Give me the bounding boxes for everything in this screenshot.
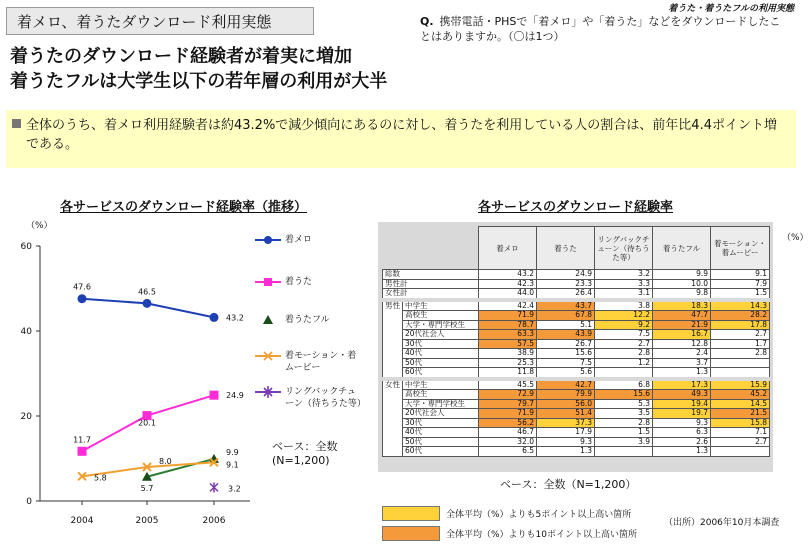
table-row [383,349,770,359]
legend-label: リングバックチューン（待ちうた等） [285,387,366,409]
table-row [383,289,770,300]
table-row [383,279,770,289]
legend-swatch [255,276,281,288]
table-cell: 6.8 [595,379,653,390]
data-label: 20.1 [138,418,156,428]
table-cell: 16.7 [653,330,711,340]
table-cell: 3.5 [595,409,653,419]
data-point [210,313,219,322]
table-column-header: リングバックチューン（待ちうた等） [595,227,653,270]
table-cell: 45.2 [711,390,770,400]
summary-box [6,110,796,168]
table-cell: 2.8 [595,418,653,428]
table-cell: 7.5 [595,330,653,340]
table-cell: 79.9 [537,390,595,400]
table-group-label: 女性 [383,379,403,457]
table-cell: 3.8 [595,300,653,311]
table-cell: 15.6 [537,349,595,359]
table-cell: 32.0 [479,437,537,447]
data-label: 47.6 [73,282,91,292]
table-cell [711,447,770,457]
legend-swatch [255,386,281,398]
table-cell: 1.3 [653,447,711,457]
data-label: 3.2 [228,484,241,494]
data-point [143,299,152,308]
table-cell: 23.3 [537,279,595,289]
section-corner-label: 着うた・着うたフルの利用実態 [668,4,794,14]
table-cell: 51.4 [537,409,595,419]
data-label: 11.7 [73,435,91,445]
data-point [78,447,87,456]
legend-10pt-label: 全体平均（%）よりも10ポイント以上高い箇所 [446,530,638,540]
table-row-label: 男性計 [383,279,479,289]
table-cell: 67.8 [537,311,595,321]
line-chart-legend [255,234,385,424]
table-cell: 12.8 [653,339,711,349]
table-cell: 42.3 [479,279,537,289]
table-row-label: 50代 [403,358,479,368]
table-column-header: 着モーション・着ムービー [711,227,770,270]
table-cell: 15.6 [595,390,653,400]
table-cell: 3.2 [595,270,653,280]
survey-question [420,14,790,44]
legend-label: 着うた [285,277,313,287]
table-cell: 44.0 [479,289,537,300]
table-cell: 1.5 [711,289,770,300]
line-chart-unit: （%） [26,221,53,231]
table-cell [595,368,653,379]
table-cell: 17.3 [653,379,711,390]
data-label: 5.7 [140,483,154,493]
table-row [383,379,770,390]
table-cell: 2.7 [711,437,770,447]
table-row-label: 60代 [403,368,479,379]
table-cell: 11.8 [479,368,537,379]
table-row-label: 40代 [403,428,479,438]
table-group-label: 男性 [383,300,403,379]
legend-5pt-swatch [382,506,440,521]
question-label: Q. [420,15,434,28]
summary-text: 全体のうち、着メロ利用経験者は約43.2%で減少傾向にあるのに対し、着うたを利用している人の割合は、前年比4.4ポイント増である。 [26,118,777,152]
table-cell: 2.7 [711,330,770,340]
table-cell: 17.9 [537,428,595,438]
table-cell: 28.2 [711,311,770,321]
table-cell: 24.9 [537,270,595,280]
table-cell: 15.8 [711,418,770,428]
table-cell: 43.7 [537,300,595,311]
table-row [383,311,770,321]
table-row [383,339,770,349]
data-label: 24.9 [226,391,244,401]
table-cell: 5.6 [537,368,595,379]
table-cell: 26.7 [537,339,595,349]
table-chart [382,226,770,457]
data-label: 46.5 [138,287,156,297]
table-row-label: 中学生 [403,300,479,311]
source-note: （出所）2006年10月本調査 [664,518,780,528]
legend-swatch [255,234,281,246]
legend-5pt-label: 全体平均（%）よりも5ポイント以上高い箇所 [446,510,632,520]
table-row [383,437,770,447]
table-cell: 9.9 [653,270,711,280]
data-table [382,226,770,457]
x-tick-label: 2004 [70,516,94,526]
legend-label: 着モーション・着ムービー [285,351,357,373]
table-cell: 3.7 [653,358,711,368]
table-cell: 1.5 [595,428,653,438]
table-cell: 5.3 [595,399,653,409]
page-title: 着メロ、着うたダウンロード利用実態 [6,7,314,35]
table-cell: 10.0 [653,279,711,289]
data-point [210,391,219,400]
table-cell: 19.4 [653,399,711,409]
y-tick-label: 40 [20,327,32,337]
table-row [383,390,770,400]
y-tick-label: 20 [20,412,32,422]
table-column-header: 着メロ [479,227,537,270]
table-row [383,418,770,428]
table-row-label: 女性計 [383,289,479,300]
table-cell: 45.5 [479,379,537,390]
table-cell [711,368,770,379]
table-cell: 9.2 [595,320,653,330]
table-cell: 42.7 [537,379,595,390]
table-cell: 47.7 [653,311,711,321]
data-label: 5.8 [94,473,107,483]
y-tick-label: 60 [20,242,32,252]
table-row-label: 30代 [403,418,479,428]
table-cell [595,447,653,457]
table-row-label: 20代社会人 [403,330,479,340]
table-corner [383,227,479,270]
data-label: 8.0 [159,457,172,466]
table-cell: 1.7 [711,339,770,349]
table-column-header: 着うたフル [653,227,711,270]
table-cell: 6.3 [653,428,711,438]
table-row [383,409,770,419]
table-cell: 37.3 [537,418,595,428]
table-cell: 2.6 [653,437,711,447]
table-cell: 19.7 [653,409,711,419]
table-cell: 5.1 [537,320,595,330]
table-cell: 38.9 [479,349,537,359]
table-row-label: 中学生 [403,379,479,390]
table-row [383,368,770,379]
table-row-label: 総数 [383,270,479,280]
table-cell: 72.9 [479,390,537,400]
table-cell: 12.2 [595,311,653,321]
table-chart-unit: （%） [782,233,809,243]
table-cell: 1.2 [595,358,653,368]
table-cell: 71.9 [479,409,537,419]
table-cell: 18.3 [653,300,711,311]
table-cell: 42.4 [479,300,537,311]
table-row-label: 大学・専門学校生 [403,320,479,330]
table-cell: 3.3 [595,279,653,289]
table-cell: 79.7 [479,399,537,409]
data-label: 9.9 [226,447,239,457]
table-column-header: 着うた [537,227,595,270]
table-row-label: 高校生 [403,311,479,321]
table-cell: 26.4 [537,289,595,300]
line-chart-title: 各サービスのダウンロード経験率（推移） [60,200,308,215]
table-cell: 6.5 [479,447,537,457]
table-cell: 43.2 [479,270,537,280]
table-cell: 43.9 [537,330,595,340]
table-row-label: 30代 [403,339,479,349]
legend-swatch [255,350,281,362]
table-cell: 9.3 [537,437,595,447]
table-row-label: 40代 [403,349,479,359]
table-row [383,447,770,457]
series-line [147,459,214,477]
line-chart-n: (N=1,200) [272,454,330,467]
headline-line-2: 着うたフルは大学生以下の若年層の利用が大半 [10,71,388,92]
x-tick-label: 2006 [202,516,226,526]
table-row-label: 大学・専門学校生 [403,399,479,409]
data-label: 9.1 [226,460,239,470]
legend-label: 着うたフル [285,315,330,325]
x-tick-label: 2005 [135,516,159,526]
table-header-row [383,227,770,270]
table-cell: 7.1 [711,428,770,438]
line-chart-base: ベース：全数 [272,440,338,453]
table-cell: 7.5 [537,358,595,368]
table-row [383,428,770,438]
table-cell: 56.0 [537,399,595,409]
table-cell: 63.3 [479,330,537,340]
table-row [383,358,770,368]
table-cell [711,358,770,368]
table-cell: 57.5 [479,339,537,349]
data-point [78,294,87,303]
question-text: 携帯電話・PHSで「着メロ」や「着うた」などをダウンロードしたことはありますか。（〇は1つ） [420,15,781,43]
table-cell: 14.5 [711,399,770,409]
headline-line-1: 着うたのダウンロード経験者が着実に増加 [10,46,352,67]
table-cell: 3.1 [595,289,653,300]
table-cell: 9.1 [711,270,770,280]
table-cell: 46.7 [479,428,537,438]
table-cell: 56.2 [479,418,537,428]
square-bullet-icon [12,119,21,128]
table-cell: 2.7 [595,339,653,349]
table-cell: 7.9 [711,279,770,289]
table-cell: 78.7 [479,320,537,330]
table-cell: 17.8 [711,320,770,330]
legend-10pt-swatch [382,526,440,541]
table-row-label: 50代 [403,437,479,447]
headline [10,44,387,94]
table-cell: 1.3 [537,447,595,457]
table-cell: 14.3 [711,300,770,311]
table-row-label: 60代 [403,447,479,457]
table-cell: 9.8 [653,289,711,300]
table-cell: 25.3 [479,358,537,368]
table-chart-title: 各サービスのダウンロード経験率 [478,200,674,215]
legend-swatch [255,314,281,326]
table-cell: 2.8 [595,349,653,359]
table-cell: 2.4 [653,349,711,359]
data-label: 43.2 [226,313,244,323]
table-cell: 9.3 [653,418,711,428]
table-row-label: 20代社会人 [403,409,479,419]
table-cell: 71.9 [479,311,537,321]
legend-label: 着メロ [285,235,313,245]
table-chart-base: ベース：全数（N=1,200） [500,478,637,491]
table-cell: 21.5 [711,409,770,419]
line-chart [0,226,255,531]
table-row [383,270,770,280]
table-cell: 3.9 [595,437,653,447]
table-cell: 1.3 [653,368,711,379]
table-row-label: 高校生 [403,390,479,400]
table-row [383,300,770,311]
table-cell: 21.9 [653,320,711,330]
table-row [383,330,770,340]
y-tick-label: 0 [26,497,32,507]
table-cell: 15.9 [711,379,770,390]
table-cell: 49.3 [653,390,711,400]
table-cell: 2.8 [711,349,770,359]
